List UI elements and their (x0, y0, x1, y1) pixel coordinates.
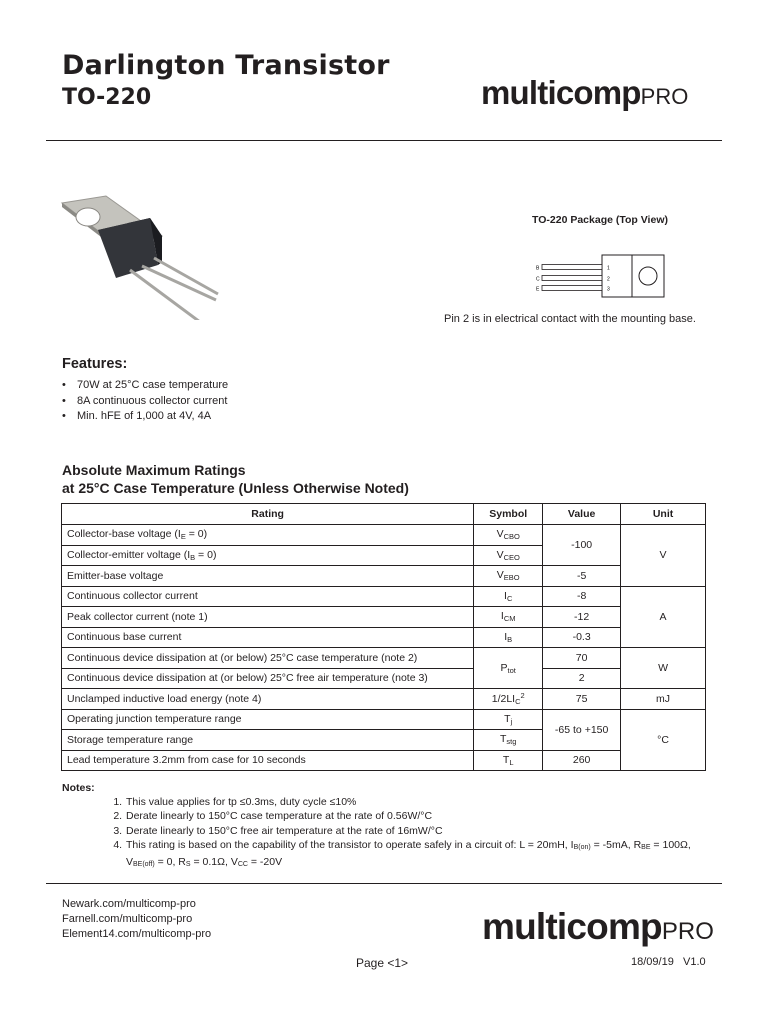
column-header-symbol: Symbol (474, 504, 543, 525)
logo-pro: PRO (661, 918, 714, 945)
unit-cell: °C (621, 709, 706, 771)
date-version: 18/09/19 V1.0 (631, 956, 706, 968)
unit-cell: mJ (621, 689, 706, 710)
value-cell: -5 (543, 566, 621, 587)
note-item: 2. Derate linearly to 150°C case temperature at the rate of 0.56W/°C (125, 809, 713, 823)
features-heading: Features: (62, 356, 128, 372)
footer-divider (46, 883, 722, 884)
logo-pro: PRO (640, 84, 689, 109)
features-list (62, 378, 228, 425)
table-row (62, 709, 706, 730)
rating-cell: Continuous device dissipation at (or below) 25°C free air temperature (note 3) (62, 668, 474, 689)
package-note: Pin 2 is in electrical contact with the mounting base. (444, 313, 696, 325)
symbol-cell: $P_{tot}$ (474, 648, 543, 689)
notes-list (113, 795, 713, 872)
rating-cell: Operating junction temperature range (62, 709, 474, 730)
package-pinout-diagram (530, 252, 670, 300)
package-caption: TO-220 Package (Top View) (532, 214, 668, 226)
symbol-cell: $T_L$ (474, 750, 543, 771)
table-header-row (62, 504, 706, 525)
rating-cell: Peak collector current (note 1) (62, 607, 474, 628)
value-cell: -65 to +150 (543, 709, 621, 750)
symbol-cell: $I_B$ (474, 627, 543, 648)
feature-item: • Min. hFE of 1,000 at 4V, 4A (62, 409, 228, 425)
document-subtitle: TO-220 (62, 85, 152, 110)
rating-cell: Collector-emitter voltage $(I_B = 0)$ (62, 545, 474, 566)
table-row (62, 689, 706, 710)
symbol-cell: $V_{CEO}$ (474, 545, 543, 566)
notes-heading: Notes: (62, 782, 95, 794)
pin-letter: C (536, 276, 540, 283)
page-number: Page <1> (356, 956, 409, 970)
note-item: 3. Derate linearly to 150°C free air temperature at the rate of 16mW/°C (125, 824, 713, 838)
unit-cell: W (621, 648, 706, 689)
table-row (62, 668, 706, 689)
pin-number: 1 (607, 265, 610, 272)
column-header-value: Value (543, 504, 621, 525)
table-row (62, 525, 706, 546)
transistor-photo (58, 190, 223, 320)
value-cell: 260 (543, 750, 621, 771)
rating-cell: Emitter-base voltage (62, 566, 474, 587)
symbol-cell: $1/2LI_C^2$ (474, 689, 543, 710)
note-item: 1. This value applies for tp ≤0.3ms, duty cycle ≤10% (125, 795, 713, 809)
symbol-cell: $I_C$ (474, 586, 543, 607)
pin-letter: E (536, 286, 540, 293)
feature-item: • 70W at 25°C case temperature (62, 378, 228, 394)
logo-wordmark: multicomp (481, 74, 641, 111)
pin-number: 2 (607, 276, 610, 283)
value-cell: 75 (543, 689, 621, 710)
footer-link-newark[interactable]: Newark.com/multicomp-pro (62, 898, 196, 910)
symbol-cell: $I_{CM}$ (474, 607, 543, 628)
table-row (62, 566, 706, 587)
symbol-cell: $T_j$ (474, 709, 543, 730)
note-item: 4. This rating is based on the capability of the transistor to operate safely in a circuit of: L = 20mH, IB(on) = -5mA, RBE = 100Ω, VBE(off) = 0, RS = 0.1Ω, VCC = -20V (125, 838, 713, 873)
table-row (62, 648, 706, 669)
value-cell: -12 (543, 607, 621, 628)
symbol-cell: $V_{EBO}$ (474, 566, 543, 587)
value-cell: -100 (543, 525, 621, 566)
ratings-heading (62, 461, 409, 497)
table-row (62, 586, 706, 607)
logo-wordmark: multicomp (482, 906, 662, 947)
value-cell: 2 (543, 668, 621, 689)
rating-cell: Continuous base current (62, 627, 474, 648)
value-cell: -8 (543, 586, 621, 607)
brand-logo (481, 74, 688, 116)
column-header-rating: Rating (62, 504, 474, 525)
footer-links (62, 897, 211, 942)
header-divider (46, 140, 722, 141)
footer-link-element14[interactable]: Element14.com/multicomp-pro (62, 928, 212, 940)
value-cell: 70 (543, 648, 621, 669)
rating-cell: Continuous device dissipation at (or below) 25°C case temperature (note 2) (62, 648, 474, 669)
table-row (62, 627, 706, 648)
rating-cell: Storage temperature range (62, 730, 474, 751)
table-row (62, 607, 706, 628)
rating-cell: Lead temperature 3.2mm from case for 10 seconds (62, 750, 474, 771)
unit-cell: A (621, 586, 706, 648)
footer-brand-logo (482, 906, 714, 953)
column-header-unit: Unit (621, 504, 706, 525)
document-title: Darlington Transistor (62, 50, 390, 81)
symbol-cell: $V_{CBO}$ (474, 525, 543, 546)
pin-letter: B (536, 265, 540, 272)
rating-cell: Unclamped inductive load energy (note 4) (62, 689, 474, 710)
table-row (62, 750, 706, 771)
rating-cell: Collector-base voltage $(I_E = 0)$ (62, 525, 474, 546)
footer-link-farnell[interactable]: Farnell.com/multicomp-pro (62, 913, 193, 925)
pin-number: 3 (607, 286, 610, 293)
symbol-cell: $T_{stg}$ (474, 730, 543, 751)
rating-cell: Continuous collector current (62, 586, 474, 607)
ratings-heading-line2: at 25°C Case Temperature (Unless Otherwise Noted) (62, 480, 409, 496)
unit-cell: V (621, 525, 706, 587)
feature-item: • 8A continuous collector current (62, 394, 228, 410)
ratings-heading-line1: Absolute Maximum Ratings (62, 462, 246, 478)
value-cell: -0.3 (543, 627, 621, 648)
ratings-table (61, 503, 706, 771)
